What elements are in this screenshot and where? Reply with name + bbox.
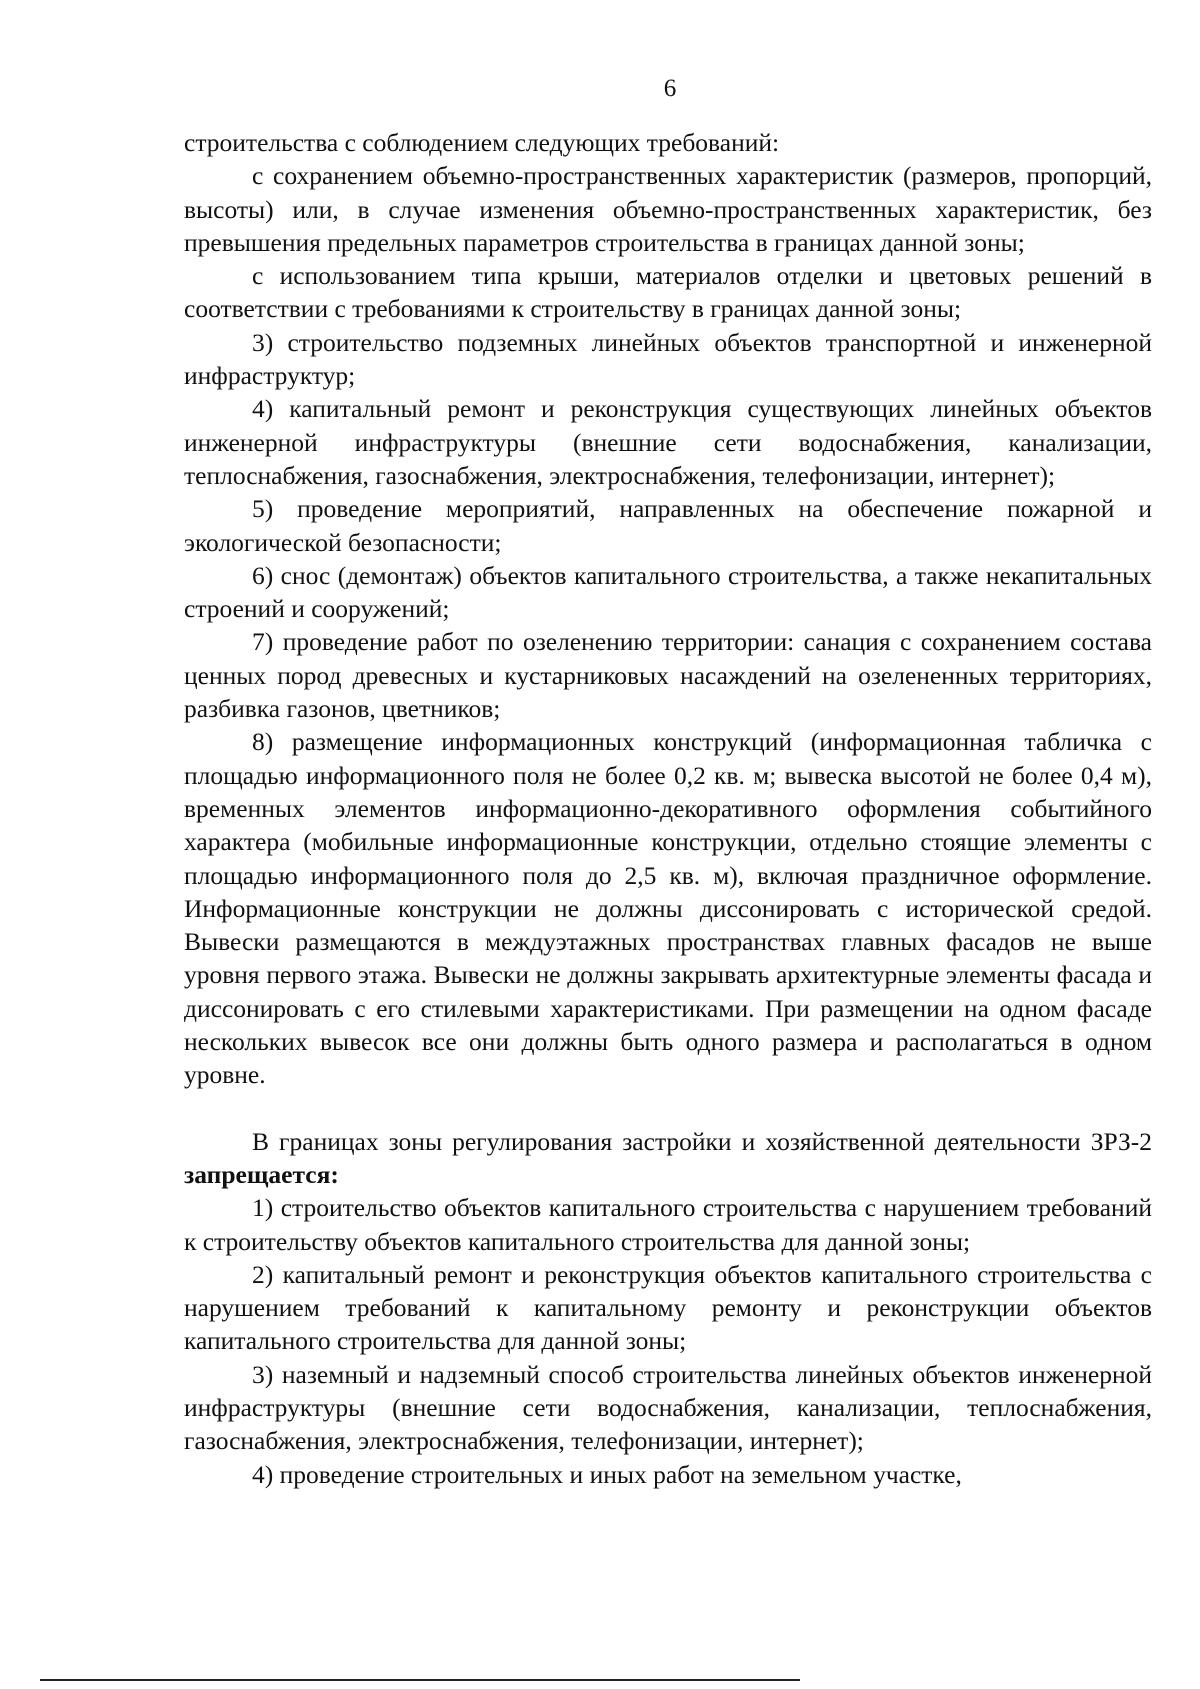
document-body xyxy=(184,126,1152,1491)
bottom-scan-line xyxy=(40,1679,800,1681)
section-heading-bold: запрещается: xyxy=(184,1159,339,1189)
list-item-5: 5) проведение мероприятий, направленных на обеспечение пожарной и экологической безопасности; xyxy=(184,494,1152,557)
list-item-8: 8) размещение информационных конструкций (информационная табличка с площадью информационного поля не более 0,2 кв. м; вывеска высотой не более 0,4 м), временных элементов информационно-декоративного оформления событийного характера (мобильные информационные конструкции, отдельно стоящие элементы с площадью информационного поля до 2,5 кв. м), включая праздничное оформление. Информационные конструкции не должны диссонировать с исторической средой. Вывески размещаются в междуэтажных пространствах главных фасадов не выше уровня первого этажа. Вывески не должны закрывать архитектурные элементы фасада и диссонировать с его стилевыми характеристиками. При размещении на одном фасаде нескольких вывесок все они должны быть одного размера и располагаться в одном уровне. xyxy=(184,727,1152,1090)
list-item-3: 3) строительство подземных линейных объектов транспортной и инженерной инфраструктур; xyxy=(184,327,1152,391)
page-number: 6 xyxy=(663,75,677,102)
paragraph-requirement-volume: с сохранением объемно-пространственных характеристик (размеров, пропорций, высоты) или, в случае изменения объемно-пространственных характеристик, без превышения предельных параметров строительства в границах данной зоны; xyxy=(184,161,1152,257)
prohibited-item-2: 2) капитальный ремонт и реконструкция объектов капитального строительства с нарушением требований к капитальному ремонту и реконструкции объектов капитального строительства для данной зоны; xyxy=(184,1259,1152,1356)
list-item-4: 4) капитальный ремонт и реконструкция существующих линейных объектов инженерной инфраструктуры (внешние сети водоснабжения, канализации, теплоснабжения, газоснабжения, электроснабжения, телефонизации, интернет); xyxy=(184,394,1152,490)
paragraph-continuation: строительства с соблюдением следующих требований: xyxy=(184,128,780,157)
prohibited-item-1: 1) строительство объектов капитального строительства с нарушением требований к строительству объектов капитального строительства для данной зоны; xyxy=(184,1193,1152,1256)
paragraph-requirement-roof: с использованием типа крыши, материалов отделки и цветовых решений в соответствии с требованиями к строительству в границах данной зоны; xyxy=(184,261,1152,324)
prohibited-item-3: 3) наземный и надземный способ строительства линейных объектов инженерной инфраструктуры (внешние сети водоснабжения, канализации, теплоснабжения, газоснабжения, электроснабжения, телефонизации, интернет); xyxy=(184,1359,1152,1456)
list-item-7: 7) проведение работ по озеленению территории: санация с сохранением состава ценных пород древесных и кустарниковых насаждений на озелененных территориях, разбивка газонов, цветников; xyxy=(184,627,1152,724)
section-heading-text: В границах зоны регулирования застройки и хозяйственной деятельности ЗРЗ-2 xyxy=(252,1126,1152,1156)
list-item-6: 6) снос (демонтаж) объектов капитального строительства, а также некапитальных строений и сооружений; xyxy=(184,560,1152,624)
section-heading-prohibited xyxy=(184,1125,1152,1192)
prohibited-item-4: 4) проведение строительных и иных работ на земельном участке, xyxy=(252,1459,962,1489)
